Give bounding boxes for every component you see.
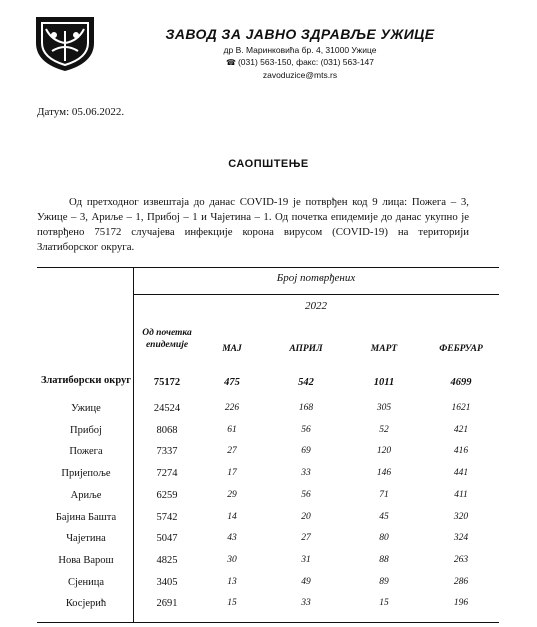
year-header: 2022 (305, 300, 327, 312)
table-row-label: Ариље (70, 489, 102, 501)
org-phone-fax: (031) 563-150, факс: (031) 563-147 (237, 57, 374, 67)
table-row-label: Чајетина (66, 533, 106, 545)
total-value: 4699 (450, 377, 472, 388)
table-row-value: 1621 (451, 403, 471, 413)
table-row-since: 4825 (156, 554, 178, 566)
table-row-since: 7274 (156, 468, 178, 480)
table-row-since: 24524 (153, 403, 181, 414)
total-value: 475 (224, 377, 240, 388)
table-row-value: 61 (227, 424, 237, 435)
table-row-value: 146 (376, 468, 392, 479)
cases-table (37, 267, 499, 623)
table-row-value: 30 (227, 554, 237, 565)
table-row-since: 5742 (156, 511, 178, 523)
table-row-value: 17 (227, 468, 237, 479)
table-row-value: 15 (227, 598, 237, 609)
table-header-rule (133, 294, 499, 295)
table-row-value: 20 (301, 511, 311, 522)
table-row-value: 411 (454, 489, 468, 500)
table-row-value: 52 (379, 424, 389, 435)
table-row-value: 56 (301, 424, 311, 435)
table-row-label: Сјеница (67, 576, 105, 588)
table-row-value: 168 (298, 403, 314, 413)
letterhead (150, 26, 450, 81)
institute-logo (32, 13, 98, 73)
table-row-value: 31 (301, 554, 311, 565)
table-row-value: 88 (379, 554, 389, 565)
table-row-value: 80 (379, 533, 389, 544)
total-row-label: Златиборски округ (40, 375, 132, 386)
document-title: САОПШТЕЊЕ (228, 158, 309, 170)
table-row-value: 27 (227, 446, 237, 457)
table-row-value: 71 (379, 489, 389, 500)
table-row-value: 15 (379, 598, 389, 609)
table-row-since: 3405 (156, 576, 178, 588)
table-row-value: 33 (301, 598, 311, 609)
table-row-value: 89 (379, 576, 389, 587)
table-row-value: 49 (301, 576, 311, 587)
table-row-since: 7337 (156, 446, 178, 458)
table-row-label: Нова Варош (58, 554, 114, 566)
table-row-since: 6259 (156, 489, 178, 501)
table-row-value: 27 (301, 533, 311, 544)
month-header: АПРИЛ (289, 344, 323, 354)
document-date: Датум: 05.06.2022. (37, 106, 125, 118)
table-row-label: Бајина Башта (55, 511, 117, 523)
org-email: zavoduzice@mts.rs (262, 70, 338, 80)
total-since: 75172 (153, 377, 181, 388)
table-row-value: 29 (227, 489, 237, 500)
table-row-value: 263 (453, 554, 469, 565)
table-row-value: 14 (227, 511, 237, 522)
table-row-value: 56 (301, 489, 311, 500)
table-row-label: Пријепоље (61, 468, 111, 480)
table-row-label: Косјерић (65, 598, 107, 610)
table-row-since: 5047 (156, 533, 178, 545)
table-row-value: 421 (453, 424, 469, 435)
table-row-value: 69 (301, 446, 311, 457)
org-name: ЗАВОД ЗА ЈАВНО ЗДРАВЉЕ УЖИЦЕ (165, 26, 435, 42)
table-bottom-rule (37, 622, 499, 623)
table-row-value: 305 (376, 403, 392, 413)
table-top-rule (37, 267, 499, 268)
table-row-value: 441 (453, 468, 469, 479)
table-row-value: 13 (227, 576, 237, 587)
month-header: ФЕБРУАР (439, 344, 483, 354)
table-row-label: Прибој (70, 424, 102, 436)
table-row-value: 286 (453, 576, 469, 587)
total-value: 1011 (373, 377, 395, 388)
table-row-value: 320 (453, 511, 469, 522)
table-row-value: 43 (227, 533, 237, 544)
table-row-since: 2691 (156, 598, 178, 610)
table-row-value: 33 (301, 468, 311, 479)
since-epidemic-header: Од почетка епидемије (142, 328, 192, 350)
org-phone-line (150, 56, 450, 69)
table-row-value: 45 (379, 511, 389, 522)
org-address: др В. Маринковића бр. 4, 31000 Ужице (223, 45, 377, 55)
month-header: МАЈ (222, 344, 242, 354)
month-header: МАРТ (370, 344, 398, 354)
phone-icon: ☎ (226, 58, 236, 67)
table-row-value: 120 (376, 446, 392, 457)
table-row-label: Ужице (71, 403, 101, 414)
table-row-value: 416 (453, 446, 469, 457)
table-row-label: Пожега (69, 446, 103, 458)
table-column-rule (133, 267, 134, 623)
table-row-since: 8068 (156, 424, 178, 436)
group-header: Број потврђених (276, 272, 356, 284)
announcement-paragraph: Од претходног извештаја до данас COVID-19 је потврђен код 9 лица: Пожега – 3, Ужице – 3, Ариље – 1, Прибој – 1 и Чајетина – 1. Од почетка епидемије до данас укупно је потврђено 75172 случајева инфекције корона вирусом (COVID-19) на територији Златиборског округа. (37, 196, 469, 253)
total-value: 542 (298, 377, 314, 388)
table-row-value: 324 (453, 533, 469, 544)
table-row-value: 226 (224, 403, 240, 413)
table-row-value: 196 (453, 598, 469, 609)
